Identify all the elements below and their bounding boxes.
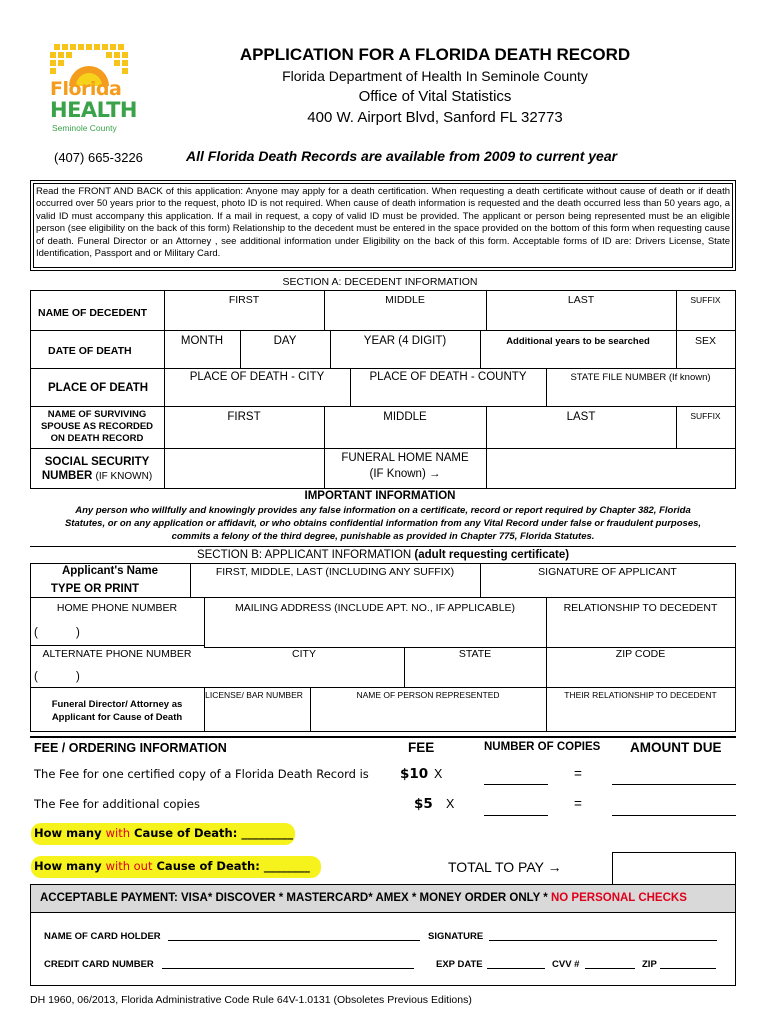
card-holder-label: NAME OF CARD HOLDER — [44, 931, 161, 942]
spouse-last-label: LAST — [566, 411, 596, 423]
fee-row2-equals: = — [574, 796, 582, 811]
fee-row1-equals: = — [574, 766, 582, 781]
ssn-label: SOCIAL SECURITY NUMBER (IF KNOWN) — [41, 456, 153, 482]
card-holder-input[interactable] — [168, 940, 420, 941]
zip-label: ZIP — [642, 959, 657, 970]
spouse-first-label: FIRST — [227, 411, 261, 423]
logo-florida-text: Florida — [50, 78, 122, 100]
decedent-first-label: FIRST — [228, 294, 260, 306]
availability-notice: All Florida Death Records are available from 2009 to current year — [186, 148, 618, 164]
amount-row1-input[interactable] — [612, 784, 736, 785]
phone-number: (407) 665-3226 — [54, 150, 143, 165]
home-phone-paren-open: ( — [34, 627, 38, 639]
person-represented-label: NAME OF PERSON REPRESENTED — [356, 690, 500, 700]
fee-ordering-header: FEE / ORDERING INFORMATION — [34, 741, 227, 755]
name-of-decedent-label: NAME OF DECEDENT — [38, 307, 148, 319]
fee-row2-label: The Fee for additional copies — [34, 797, 200, 811]
instructions-text: Read the FRONT AND BACK of this application: Anyone may apply for a death certification. When requesting a death certificate without cause of death or if death occurred over 50 years prior to the request, photo ID is not required. When cause of death information is requested and the death occurred less than 50 years ago, a valid ID must accompany this application. If a mail in request, a copy of valid ID must be provided. The applicant or person being represented must be an eligible person (see eligibility on the back of this form) Relationship to the decedent must be entered in the space provided on the bottom of this form when requesting cause of death. Funeral Director or an Attorney , see additional information under Eligibility on the back of this form. Acceptable forms of ID are: Drivers License, State Identification, Passport and or Military Card. — [36, 186, 730, 260]
exp-date-input[interactable] — [487, 968, 545, 969]
exp-date-label: EXP DATE — [436, 959, 483, 970]
logo-county-text: Seminole County — [52, 123, 117, 133]
spouse-middle-label: MIDDLE — [383, 411, 427, 423]
relationship-label: RELATIONSHIP TO DECEDENT — [563, 602, 718, 614]
cod-without-question[interactable]: How many with out Cause of Death: ________ — [34, 859, 310, 873]
credit-card-number-label: CREDIT CARD NUMBER — [44, 959, 154, 970]
copies-row1-input[interactable] — [484, 784, 548, 785]
funeral-home-input[interactable] — [488, 450, 734, 486]
sex-label: SEX — [694, 335, 716, 347]
total-amount-input[interactable] — [612, 852, 736, 886]
funeral-home-label: FUNERAL HOME NAME (IF Known) → — [341, 452, 469, 480]
header-office: Office of Vital Statistics — [358, 88, 512, 105]
license-bar-label: LICENSE/ BAR NUMBER — [205, 690, 303, 700]
section-b-title: SECTION B: APPLICANT INFORMATION (adult requesting certificate) — [196, 549, 570, 561]
fee-row1-times: X — [434, 767, 443, 781]
applicant-name-label: Applicant's Name — [61, 565, 159, 577]
form-footer: DH 1960, 06/2013, Florida Administrative Code Rule 64V-1.0131 (Obsoletes Previous Editions) — [30, 994, 472, 1006]
fee-row1-amount: $10 — [400, 766, 429, 782]
fee-column-header: FEE — [408, 740, 435, 755]
mailing-address-label: MAILING ADDRESS (INCLUDE APT. NO., IF APPLICABLE) — [234, 602, 516, 614]
cvv-label: CVV # — [552, 959, 580, 970]
section-a-title: SECTION A: DECEDENT INFORMATION — [282, 276, 478, 288]
cvv-input[interactable] — [585, 968, 635, 969]
city-input[interactable] — [206, 662, 402, 684]
pod-county-label: PLACE OF DEATH - COUNTY — [369, 371, 527, 383]
home-phone-input[interactable] — [86, 622, 202, 644]
card-signature-input[interactable] — [489, 940, 717, 941]
year-label: YEAR (4 DIGIT) — [363, 335, 447, 347]
florida-health-logo — [48, 42, 137, 134]
acceptable-payment-text: ACCEPTABLE PAYMENT: VISA* DISCOVER * MASTERCARD* AMEX * MONEY ORDER ONLY * NO PERSONAL CHECKS — [40, 892, 687, 904]
cod-with-question[interactable]: How many with Cause of Death: _________ — [34, 826, 294, 840]
fee-row1-label: The Fee for one certified copy of a Florida Death Record is — [34, 767, 369, 781]
form-title: APPLICATION FOR A FLORIDA DEATH RECORD — [239, 45, 631, 64]
month-label: MONTH — [180, 335, 224, 347]
alt-phone-input[interactable] — [86, 666, 202, 686]
zip-code-label: ZIP CODE — [615, 648, 666, 660]
mailing-address-input[interactable] — [206, 616, 544, 644]
place-of-death-label: PLACE OF DEATH — [48, 382, 149, 394]
home-phone-paren-close: ) — [76, 627, 80, 639]
applicant-signature-label: SIGNATURE OF APPLICANT — [538, 566, 677, 578]
city-label: CITY — [292, 648, 316, 660]
applicant-signature-input[interactable] — [482, 578, 734, 596]
total-to-pay-label: TOTAL TO PAY → — [448, 859, 562, 875]
their-relationship-input[interactable] — [548, 704, 734, 728]
amount-column-header: AMOUNT DUE — [630, 740, 722, 755]
alt-phone-paren-open: ( — [34, 671, 38, 683]
date-of-death-label: DATE OF DEATH — [48, 345, 132, 357]
surviving-spouse-label: NAME OF SURVIVING SPOUSE AS RECORDED ON DEATH RECORD — [40, 409, 154, 444]
copies-column-header: NUMBER OF COPIES — [484, 741, 601, 753]
decedent-suffix-label: SUFFIX — [690, 295, 721, 305]
pod-city-label: PLACE OF DEATH - CITY — [189, 371, 325, 383]
state-label: STATE — [458, 648, 492, 660]
zip-input[interactable] — [548, 662, 734, 684]
home-phone-label: HOME PHONE NUMBER — [56, 602, 178, 614]
alt-phone-paren-close: ) — [76, 671, 80, 683]
credit-card-number-input[interactable] — [162, 968, 414, 969]
fee-row2-amount: $5 — [414, 796, 433, 812]
important-info-text: Any person who willfully and knowingly provides any false information on a certificate, record or report required by Chapter 382, Florida Statutes, or on any application or affidavit, or who obtains confidential information from any Vital Record under false or fraudulent purposes, commits a felony of the third degree, punishable as provided in Chapter 775, Florida Statutes. — [64, 505, 702, 542]
additional-years-label: Additional years to be searched — [506, 336, 650, 347]
type-or-print-label: TYPE OR PRINT — [50, 583, 140, 595]
license-input[interactable] — [206, 704, 308, 728]
decedent-name-input[interactable] — [166, 308, 734, 328]
ssn-input[interactable] — [166, 450, 322, 486]
applicant-name-input[interactable] — [192, 578, 478, 596]
fee-row2-times: X — [446, 797, 455, 811]
amount-row2-input[interactable] — [612, 815, 736, 816]
header-address: 400 W. Airport Blvd, Sanford FL 32773 — [307, 109, 563, 126]
copies-row2-input[interactable] — [484, 815, 548, 816]
their-relationship-label: THEIR RELATIONSHIP TO DECEDENT — [564, 690, 717, 700]
person-represented-input[interactable] — [312, 704, 544, 728]
important-info-title: IMPORTANT INFORMATION — [304, 490, 456, 502]
decedent-middle-label: MIDDLE — [385, 294, 425, 306]
state-file-number-label: STATE FILE NUMBER (If known) — [570, 372, 711, 383]
day-label: DAY — [273, 335, 297, 347]
spouse-suffix-label: SUFFIX — [690, 411, 721, 421]
state-input[interactable] — [406, 662, 544, 684]
logo-health-text: HEALTH — [50, 98, 137, 122]
signature-label: SIGNATURE — [428, 931, 484, 942]
relationship-input[interactable] — [548, 616, 734, 644]
funeral-director-label: Funeral Director/ Attorney as Applicant for Cause of Death — [51, 699, 183, 723]
header-department: Florida Department of Health In Seminole County — [282, 68, 588, 84]
decedent-last-label: LAST — [567, 294, 595, 306]
applicant-name-fields-label: FIRST, MIDDLE, LAST (INCLUDING ANY SUFFIX) — [215, 566, 455, 578]
alt-phone-label: ALTERNATE PHONE NUMBER — [42, 648, 192, 660]
payment-zip-input[interactable] — [660, 968, 716, 969]
